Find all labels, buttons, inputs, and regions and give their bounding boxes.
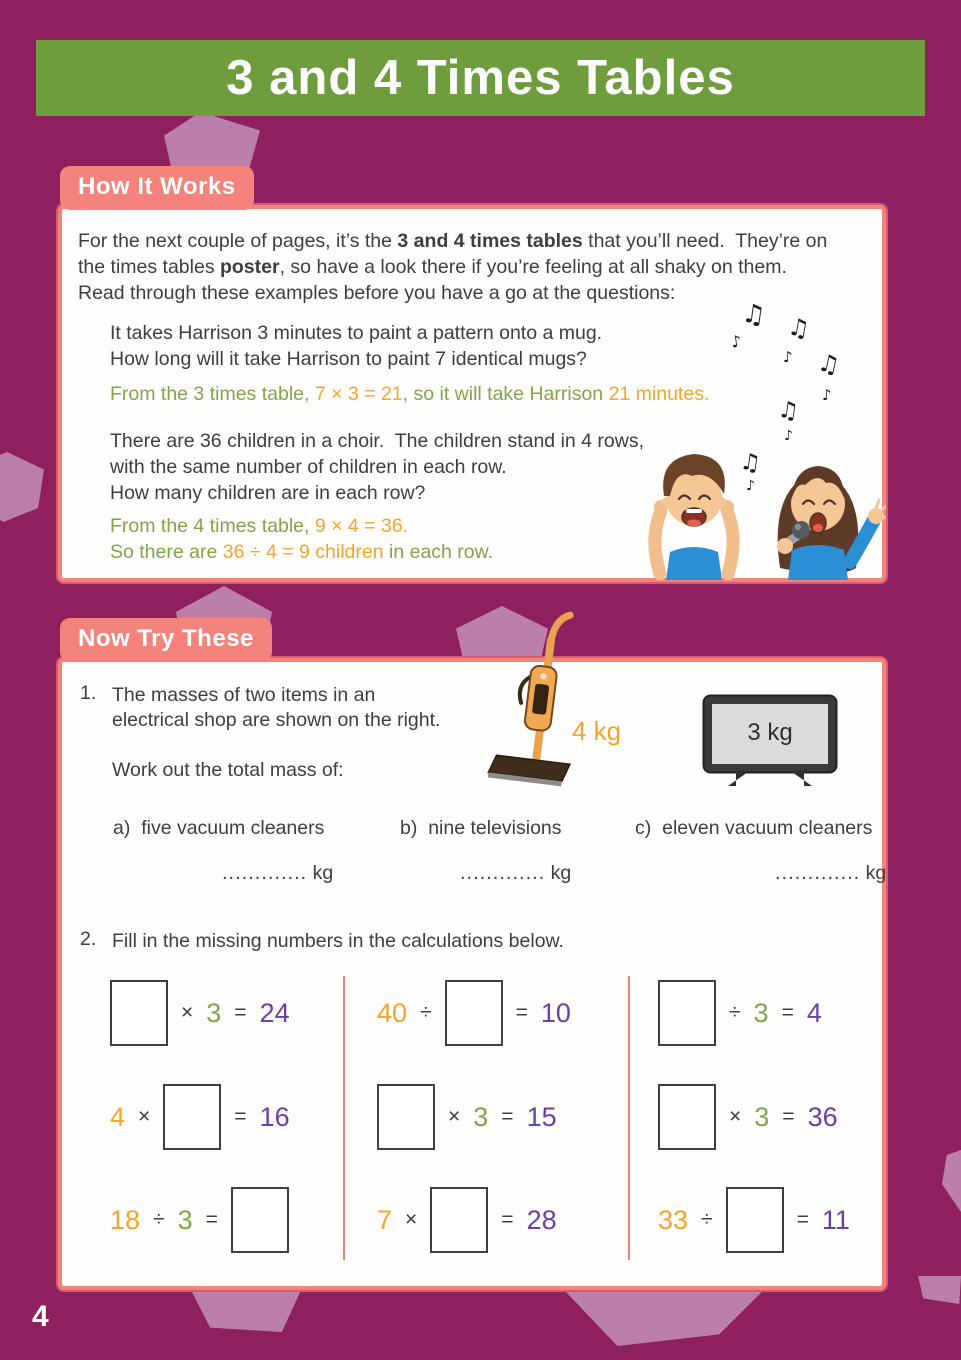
question2-text: Fill in the missing numbers in the calculations below. [112, 930, 564, 952]
page-title: 3 and 4 Times Tables [226, 51, 735, 105]
missing-number-box [445, 980, 503, 1046]
equation-token: = [234, 1001, 247, 1024]
part-text: nine televisions [428, 817, 562, 839]
equation-token: 24 [259, 997, 290, 1028]
music-note-icon: ♪ [822, 386, 832, 404]
answer-unit: kg [865, 862, 887, 884]
equation-token: = [515, 1001, 528, 1024]
decoration-polygon [190, 1288, 302, 1332]
equation-token: 3 [753, 997, 769, 1028]
music-note-icon: ♪ [783, 348, 793, 366]
decoration-polygon [942, 1150, 961, 1212]
part-letter: a) [113, 817, 131, 839]
equation-token: 7 [377, 1204, 393, 1235]
calculations-grid [58, 968, 886, 1270]
answer-unit: kg [550, 862, 572, 884]
missing-number-box [377, 1084, 435, 1150]
decoration-polygon [0, 452, 44, 522]
answer-text-green: From the 4 times table, [110, 515, 315, 537]
equation [110, 1072, 290, 1162]
question-number: 2. [80, 928, 97, 950]
intro-text: the times tables [78, 256, 220, 278]
singing-boy [654, 454, 734, 580]
part-letter: c) [635, 817, 652, 839]
example2-question-line: There are 36 children in a choir. The children stand in 4 rows, [110, 430, 645, 452]
answer-text-green: in each row. [383, 541, 494, 563]
equation-token: 3 [206, 997, 222, 1028]
example2-answer-2 [110, 539, 493, 565]
missing-number-box [658, 1084, 716, 1150]
section-label-how-it-works: How It Works [60, 166, 254, 210]
answer-text-green: So there are [110, 541, 223, 563]
intro-text: , so have a look there if you’re feeling at all shaky on them. [279, 256, 787, 278]
equation-token: = [234, 1105, 247, 1128]
example2-answer-1 [110, 513, 408, 539]
part-a [113, 817, 324, 840]
column-divider [343, 976, 345, 1260]
singing-girl [777, 466, 886, 580]
equation-token: = [781, 1001, 794, 1024]
intro-bold-text: poster [219, 256, 280, 278]
equation-token: 36 [807, 1101, 838, 1132]
missing-number-box [110, 980, 168, 1046]
answer-text-orange: 21 minutes. [608, 383, 710, 405]
column-divider [628, 976, 630, 1260]
music-note-icon: ♪ [729, 331, 743, 352]
answer-line-b [460, 862, 571, 885]
equation-token: 18 [110, 1204, 141, 1235]
music-note-icon: ♫ [776, 396, 801, 426]
equation [110, 968, 290, 1058]
music-note-icon: ♪ [784, 428, 793, 444]
equation-token: × [448, 1105, 461, 1128]
music-note-icon: ♫ [785, 312, 812, 344]
equation-token: = [796, 1208, 809, 1231]
equation-token: = [501, 1208, 514, 1231]
answer-line-a [222, 862, 333, 885]
equation-token: 28 [526, 1204, 557, 1235]
question1-text-line: Work out the total mass of: [112, 759, 344, 781]
singing-children-illustration [630, 446, 886, 580]
part-b [400, 817, 562, 840]
example1-question-line: It takes Harrison 3 minutes to paint a pattern onto a mug. [110, 322, 603, 344]
equation-token: 3 [473, 1101, 489, 1132]
intro-line-2 [78, 254, 787, 280]
equation [658, 968, 822, 1058]
equation [377, 968, 571, 1058]
example2-question-line: with the same number of children in each row. [110, 456, 507, 478]
equation-token: × [405, 1208, 418, 1231]
equation-token: ÷ [701, 1208, 713, 1231]
part-text: eleven vacuum cleaners [662, 817, 873, 839]
music-note-icon: ♫ [738, 448, 763, 478]
answer-text-orange: 36 ÷ 4 = 9 children [222, 541, 384, 563]
example1-answer [110, 381, 709, 407]
equation [658, 1175, 850, 1265]
music-note-icon: ♫ [740, 298, 768, 332]
answer-dots: ............. [460, 862, 546, 884]
answer-line-c [775, 862, 886, 885]
equation-token: 4 [806, 997, 822, 1028]
answer-unit: kg [312, 862, 334, 884]
question1-text-line: electrical shop are shown on the right. [112, 709, 441, 731]
question1-text-line: The masses of two items in an [112, 684, 376, 706]
example2-question-line: How many children are in each row? [110, 482, 426, 504]
answer-text-green: From the 3 times table, [110, 383, 315, 405]
vacuum-cleaner-illustration [478, 608, 590, 794]
equation-token: 10 [540, 997, 571, 1028]
equation-token: ÷ [153, 1208, 165, 1231]
decoration-polygon [918, 1276, 961, 1304]
intro-text: that you’ll need. They’re on [582, 230, 828, 252]
answer-dots: ............. [222, 862, 308, 884]
missing-number-box [163, 1084, 221, 1150]
equation-token: = [501, 1105, 514, 1128]
equation-token: × [181, 1001, 194, 1024]
equation [110, 1175, 289, 1265]
decoration-polygon [558, 1288, 770, 1346]
equation-token: 15 [526, 1101, 557, 1132]
part-text: five vacuum cleaners [141, 817, 325, 839]
music-note-icon: ♫ [815, 348, 843, 380]
equation-token: 33 [658, 1204, 689, 1235]
section-label-now-try-these: Now Try These [60, 618, 272, 662]
equation [377, 1175, 557, 1265]
equation-token: 11 [821, 1204, 850, 1235]
equation-token: = [205, 1208, 218, 1231]
equation-token: 40 [377, 997, 408, 1028]
vacuum-mass-label: 4 kg [572, 716, 622, 746]
missing-number-box [726, 1187, 784, 1253]
equation [377, 1072, 557, 1162]
equation-token: 3 [754, 1101, 770, 1132]
equation [658, 1072, 838, 1162]
part-letter: b) [400, 817, 418, 839]
missing-number-box [658, 980, 716, 1046]
part-c [635, 817, 872, 840]
equation-token: ÷ [729, 1001, 741, 1024]
page-number: 4 [32, 1300, 49, 1333]
equation-token: 16 [259, 1101, 290, 1132]
equation-token: 3 [177, 1204, 193, 1235]
tv-mass-label: 3 kg [747, 719, 793, 746]
answer-text-orange: 7 × 3 = 21 [314, 383, 403, 405]
missing-number-box [231, 1187, 289, 1253]
equation-token: × [729, 1105, 742, 1128]
equation-token: = [782, 1105, 795, 1128]
answer-text-orange: 9 × 4 = 36. [314, 515, 409, 537]
intro-text: For the next couple of pages, it’s the [78, 230, 398, 252]
answer-dots: ............. [775, 862, 861, 884]
music-note-icon: ♪ [746, 478, 755, 494]
example1-question-line: How long will it take Harrison to paint 7 identical mugs? [110, 348, 587, 370]
equation-token: 4 [110, 1101, 126, 1132]
intro-bold-text: 3 and 4 times tables [397, 230, 583, 252]
missing-number-box [430, 1187, 488, 1253]
equation-token: × [138, 1105, 151, 1128]
intro-line-3: Read through these examples before you have a go at the questions: [78, 282, 676, 304]
answer-text-green: , so it will take Harrison [402, 383, 609, 405]
equation-token: ÷ [420, 1001, 432, 1024]
page-title-banner [36, 40, 925, 116]
intro-line-1 [78, 228, 827, 254]
question-number: 1. [80, 682, 97, 704]
